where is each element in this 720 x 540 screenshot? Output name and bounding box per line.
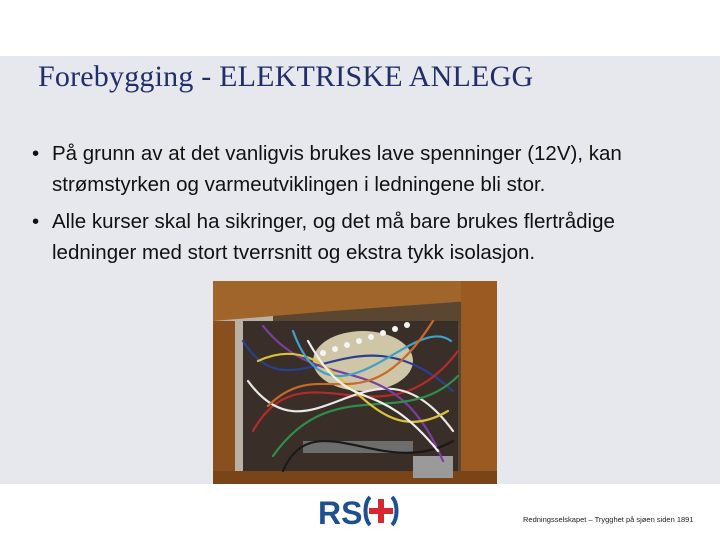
bullet-item [30, 138, 690, 200]
bullet-list [30, 138, 690, 274]
bullet-text: Alle kurser skal ha sikringer, og det må bare brukes flertrådige ledninger med stort tverrsnitt og ekstra tykk isolasjon. [52, 210, 615, 264]
wiring-photo [213, 281, 497, 494]
wiring-illustration [213, 281, 497, 494]
bullet-marker: • [32, 142, 40, 165]
rs-logo [318, 493, 402, 529]
bullet-marker: • [32, 210, 40, 233]
logo-graphic [318, 493, 402, 529]
top-band [0, 0, 720, 56]
bullet-text: På grunn av at det vanligvis brukes lave spenninger (12V), kan strømstyrken og varmeutviklingen i ledningene bli stor. [52, 142, 622, 196]
footer-tagline: Redningsselskapet – Trygghet på sjøen siden 1891 [523, 515, 694, 524]
logo-text: RS [318, 495, 363, 529]
bullet-item [30, 206, 690, 268]
slide-title: Forebygging - ELEKTRISKE ANLEGG [38, 60, 534, 93]
red-cross-icon [366, 497, 397, 525]
